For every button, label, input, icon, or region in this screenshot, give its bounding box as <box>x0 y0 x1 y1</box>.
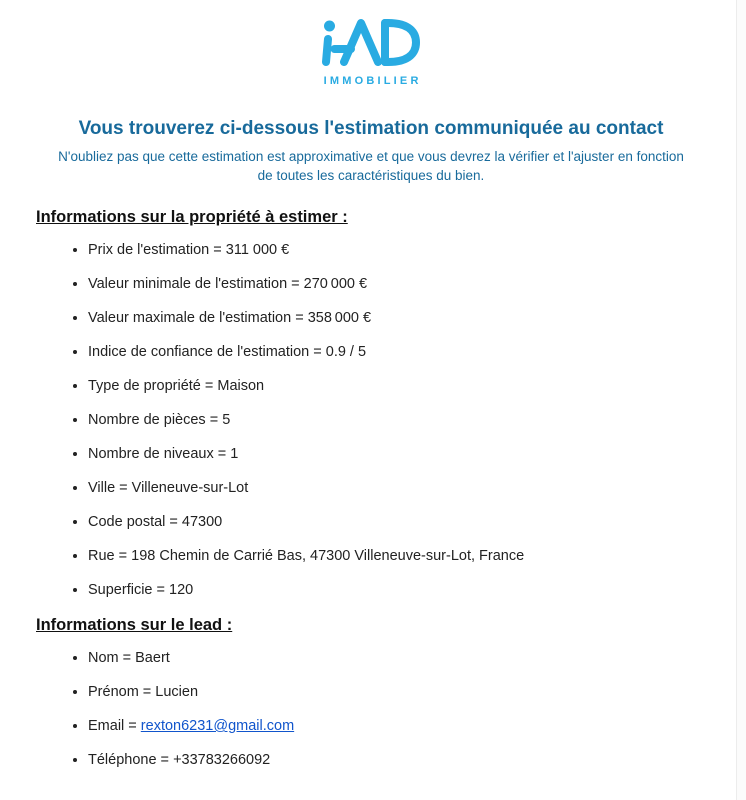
item-label: Valeur minimale de l'estimation = <box>88 276 304 292</box>
section-lead <box>36 615 706 770</box>
item-label: Valeur maximale de l'estimation = <box>88 310 308 326</box>
item-value: 311 000 € <box>225 242 290 258</box>
list-item <box>88 717 706 736</box>
list-item <box>88 377 706 396</box>
list-item <box>88 275 706 294</box>
item-label: Nom = <box>88 650 136 666</box>
logo-tagline: IMMOBILIER <box>323 75 422 87</box>
item-value: 1 <box>230 446 239 462</box>
iad-logo-icon <box>321 18 421 66</box>
item-label: Téléphone = <box>88 752 174 768</box>
section-property <box>36 207 706 600</box>
item-value: Maison <box>217 378 265 394</box>
item-label: Email = <box>88 718 141 734</box>
lead-info-list <box>36 649 706 770</box>
list-item <box>88 241 706 260</box>
list-item <box>88 581 706 600</box>
list-item <box>88 479 706 498</box>
email-link[interactable]: rexton6231@gmail.com <box>140 718 295 734</box>
item-value: 5 <box>222 412 231 428</box>
list-item <box>88 513 706 532</box>
property-info-list <box>36 241 706 600</box>
item-label: Indice de confiance de l'estimation = <box>88 344 326 360</box>
list-item <box>88 683 706 702</box>
list-item <box>88 751 706 770</box>
item-value: Villeneuve-sur-Lot <box>131 480 249 496</box>
list-item <box>88 343 706 362</box>
item-value: Baert <box>135 650 170 666</box>
item-label: Nombre de pièces = <box>88 412 223 428</box>
item-label: Type de propriété = <box>88 378 218 394</box>
item-label: Prénom = <box>88 684 156 700</box>
item-label: Prix de l'estimation = <box>88 242 226 258</box>
item-label: Superficie = <box>88 582 170 598</box>
list-item <box>88 411 706 430</box>
list-item <box>88 649 706 668</box>
item-value: 358 000 € <box>307 310 372 326</box>
section-heading-lead: Informations sur le lead : <box>36 616 233 634</box>
item-value: 120 <box>169 582 194 598</box>
list-item <box>88 445 706 464</box>
list-item <box>88 309 706 328</box>
page-subtitle: N'oubliez pas que cette estimation est approximative et que vous devrez la vérifier et l'ajuster en fonction de toutes les caractéristiques du bien. <box>58 149 684 183</box>
page-edge <box>736 0 746 800</box>
section-heading-property: Informations sur la propriété à estimer : <box>36 208 348 226</box>
iad-logo <box>36 18 706 87</box>
item-value: +33783266092 <box>173 752 271 768</box>
list-item <box>88 547 706 566</box>
item-value: Lucien <box>155 684 199 700</box>
item-label: Ville = <box>88 480 132 496</box>
item-value: 47300 <box>181 514 223 530</box>
item-label: Code postal = <box>88 514 182 530</box>
item-value: 198 Chemin de Carrié Bas, 47300 Villeneuve-sur-Lot, France <box>131 548 525 564</box>
item-label: Nombre de niveaux = <box>88 446 231 462</box>
item-value: 0.9 / 5 <box>325 344 367 360</box>
item-label: Rue = <box>88 548 132 564</box>
item-value: 270 000 € <box>303 276 368 292</box>
page-title: Vous trouverez ci-dessous l'estimation communiquée au contact <box>78 118 664 139</box>
